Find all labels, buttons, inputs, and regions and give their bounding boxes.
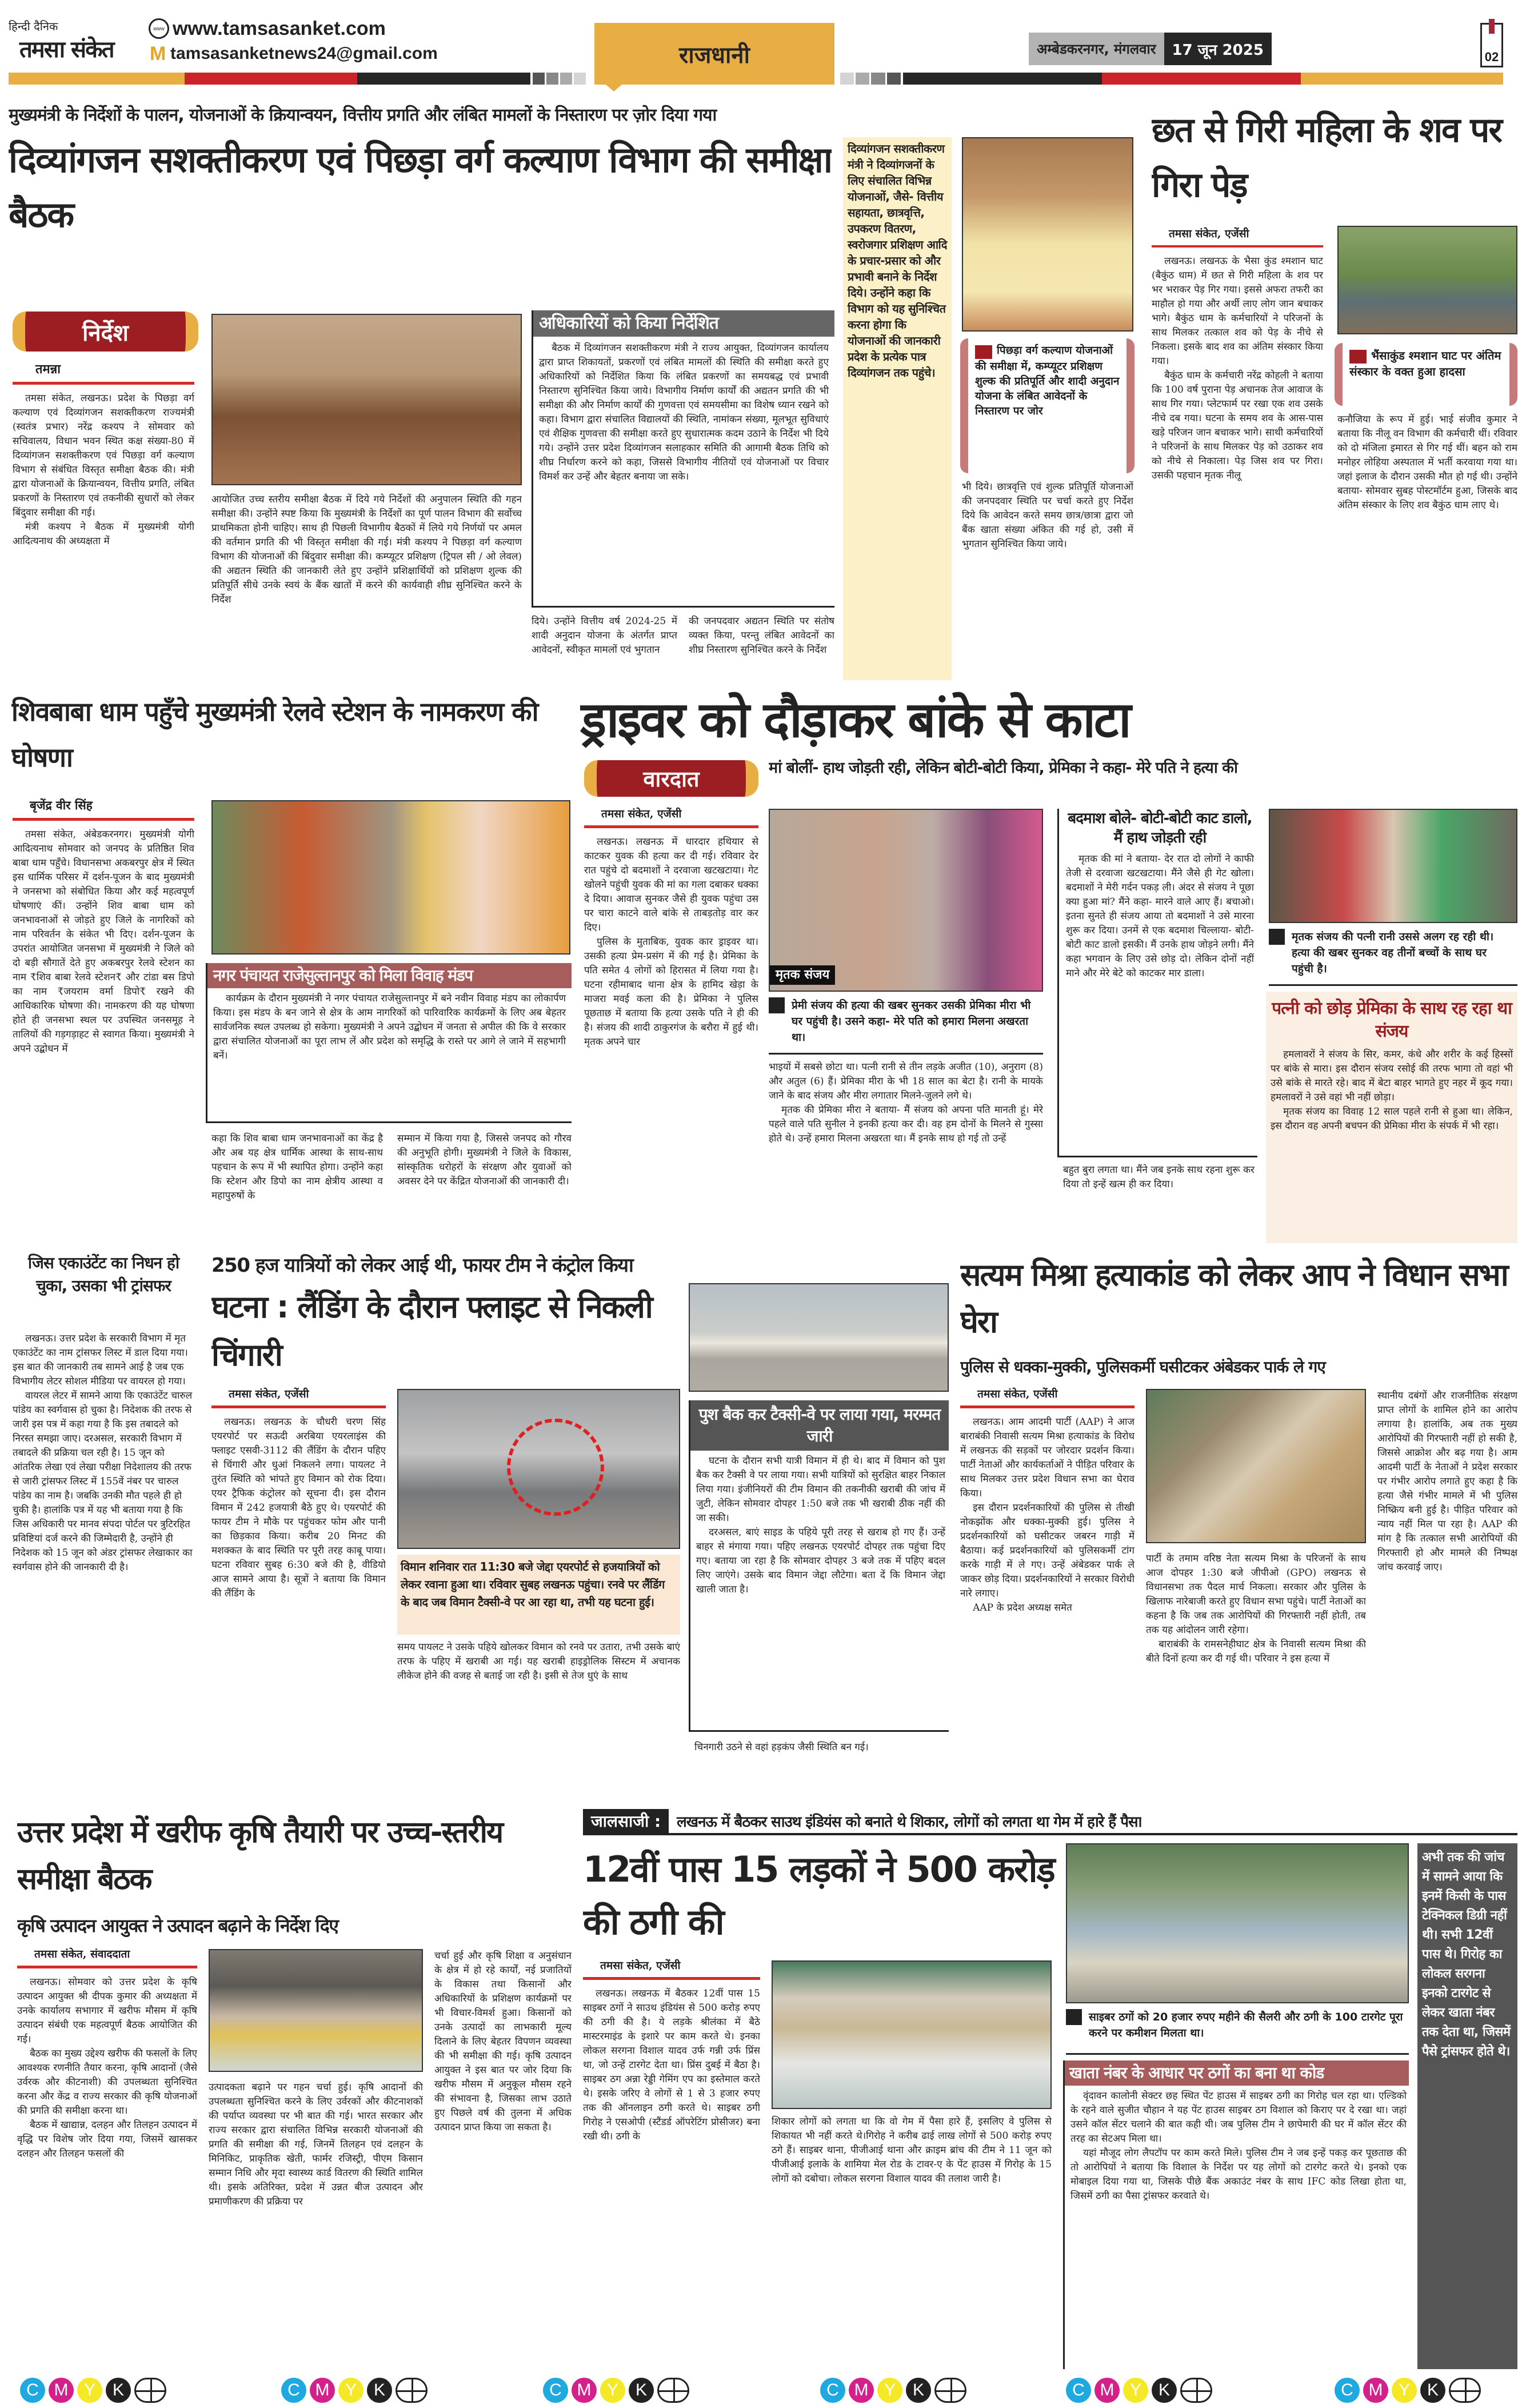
- story7-headline: सत्यम मिश्रा हत्याकांड को लेकर आप ने विधान सभा घेरा: [960, 1257, 1508, 1340]
- story4-box2: [1266, 992, 1517, 1243]
- story6-box-p2: दरअसल, बाएं साइड के पहिये पूरी तरह से खराब हो गए हैं। उन्हें बाहर से मंगाया गया। पहिए लखनऊ एयरपोर्ट दोपहर तक पहुंचा दिए गए। बताया जा रहा है कि सोमवार दोपहर 3 बजे तक में पहिए बदल लिए जाएंगे। उसके बाद विमान जेद्दा लौटेगा। बता दें कि विमान जेद्दा खाली जाता है।: [696, 1527, 945, 1595]
- story7-col1-p1: लखनऊ। आम आदमी पार्टी (AAP) ने आज बाराबंकी निवासी सत्यम मिश्रा हत्याकांड के विरोध में लखनऊ की सड़कों पर जोरदार प्रदर्शन किया। पार्टी नेताओं और कार्यकर्ताओं ने पीड़ित परिवार के साथ मिलकर उत्तर प्रदेश विधान सभा का घेराव किया।: [960, 1416, 1134, 1499]
- registration-mark-icon: [1449, 2378, 1481, 2403]
- story9-caption-text: साइबर ठगों को 20 हजार रुपए महीने की सैलरी और ठगी के 100 टारगेट पूरा करने पर कमीशन मिलता था।: [1089, 2011, 1403, 2039]
- story4-box2-p1: हमलावरों ने संजय के सिर, कमर, कंधे और शरीर के कई हिस्सों पर बांके से मारा। इस दौरान संजय रसोई की तरफ भागा तो वहां भी उसे बांके से मारते रहे। बाद में बेटा बाहर भागते हुए नहर में कूद गया। हमलावरों ने उसे वहां भी नहीं छोड़ा।: [1271, 1049, 1513, 1103]
- globe-icon: www: [149, 18, 169, 39]
- story1-box-title: अधिकारियों को किया निर्देशित: [533, 310, 834, 337]
- story1-headline: दिव्यांगजन सशक्तीकरण एवं पिछड़ा वर्ग कल्याण विभाग की समीक्षा बैठक: [9, 139, 832, 235]
- story4-headline: ड्राइवर को दौड़ाकर बांके से काटा: [580, 692, 1130, 749]
- page-number: 02: [1484, 50, 1499, 64]
- story9-strap-text: लखनऊ में बैठकर साउथ इंडियंस को बनाते थे शिकार, लोगों को लगता था गेम में हारे हैं पैसा: [677, 1814, 1142, 1831]
- story2-highlight-text: भैंसाकुंड श्मशान घाट पर अंतिम संस्कार के वक्त हुआ हादसा: [1349, 349, 1501, 378]
- story6-box: [689, 1400, 949, 1732]
- yellow-dot: Y: [338, 2378, 363, 2403]
- story9-headline: 12वीं पास 15 लड़कों ने 500 करोड़ की ठगी की: [583, 1848, 1054, 1943]
- cyan-dot: C: [1066, 2378, 1091, 2403]
- story1-sidebar-text: दिव्यांगजन सशक्तीकरण मंत्री ने दिव्यांगजनों के लिए संचालित विभिन्न योजनाओं, जैसे- वित्तीय सहायता, छात्रवृत्ति, उपकरण वितरण, स्वरोजगार प्रशिक्षण आदि के प्रचार-प्रसार को और प्रभावी बनाने के निर्देश दिये। उन्होंने कहा कि विभाग को यह सुनिश्चित करना होगा कि योजनाओं की जानकारी प्रदेश के प्रत्येक पात्र दिव्यांगजन तक पहुंचे।: [848, 142, 947, 380]
- registration-mark-icon: [657, 2378, 689, 2403]
- story9-strap-label: जालसाजी :: [583, 1809, 669, 1833]
- issue-date: 17 जून 2025: [1164, 33, 1272, 65]
- story5-p2: वायरल लेटर में सामने आया कि एकाउंटेंट चारुल पांडेय का स्वर्गवास हो चुका है। निदेशक की तरफ से जारी इस पत्र में कहा गया है कि इस तबादले को निरस्त समझा जाए। दरअसल, सरकारी विभाग में तबादले की प्रक्रिया चल रही है। 15 जून को आंतरिक लेखा एवं लेखा परीक्षा निदेशालय की तरफ से जारी ट्रांसफर लिस्ट में 155वें नंबर पर चारुल पांडेय का नाम है। जबकि उनकी मौत पहले ही हो चुकी है। हालांकि पत्र में यह भी बताया गया है कि जिस अधिकारी पर मानव संपदा पोर्टल पर त्रुटिरहित प्रविष्टियां दर्ज करने की जिम्मेदारी है, उन्होंने ही निदेशक को 15 जून को अंडर ट्रांसफर लेखाकार का स्वर्गवास होने की जानकारी दी है।: [13, 1390, 193, 1573]
- story4-box-title: बदमाश बोले- बोटी-बोटी काट डालो, मैं हाथ जोड़ती रही: [1068, 810, 1252, 846]
- story9-photo-arrest: [772, 1960, 1052, 2109]
- story8-col1-p1: लखनऊ। सोमवार को उत्तर प्रदेश के कृषि उत्पादन आयुक्त श्री दीपक कुमार की अध्यक्षता में उनके कार्यालय सभागार में खरीफ मौसम में कृषि उत्पादन संबंधी एक महत्वपूर्ण बैठक आयोजित की गई।: [17, 1976, 197, 2045]
- story4-photo-caption: [769, 997, 1043, 1055]
- story9-col1: [583, 1958, 760, 2369]
- story2-col1-p1: लखनऊ। लखनऊ के भैसा कुंड श्मशान घाट (बैकुंठ धाम) में छत से गिरी महिला के शव पर भर भराकर पेड़ गिर गया। इससे अफरा तफरी का माहौल हो गया और अर्थी लाए लोग जान बचाकर भागे। बैकुंठ धाम के कर्मचारियों ने परिजनों के साथ मिलकर तत्काल शव को पेड़ के नीचे से निकला। इसके बाद शव का अंतिम संस्कार किया गया।: [1152, 255, 1323, 367]
- black-dot: K: [1420, 2378, 1445, 2403]
- registration-mark-icon: [934, 2378, 966, 2403]
- section-tab-pointer: [606, 85, 622, 91]
- caption-square-icon: [1066, 2009, 1082, 2025]
- magenta-dot: M: [49, 2378, 74, 2403]
- story4-col2-p2: मृतक की प्रेमिका मीरा ने बताया- मैं संजय को अपना पति मानती हूं। मेरे पहले वाले पति सुनील ने इनकी हत्या कर दी। वह हम दोनों के मिलने से गुस्सा होते थे। उन्हें हमारा मिलना अखरता था। मैं इनके साथ हो गई तो उन्हें: [769, 1104, 1043, 1144]
- black-dot: K: [906, 2378, 931, 2403]
- story1-tag: [13, 312, 198, 352]
- story2-headline: छत से गिरी महिला के शव पर गिरा पेड़: [1152, 110, 1501, 205]
- story7-subhead: पुलिस से धक्का-मुक्की, पुलिसकर्मी घसीटकर अंबेडकर पार्क ले गए: [960, 1357, 1325, 1376]
- cyan-dot: C: [281, 2378, 306, 2403]
- caption-square-icon: [1269, 929, 1285, 945]
- story5-p1: लखनऊ। उत्तर प्रदेश के सरकारी विभाग में मृत एकाउंटेंट का नाम ट्रांसफर लिस्ट में डाल दिया गया। इस बात की जानकारी तब सामने आई है जब एक विभागीय लेटर सोशल मीडिया पर वायरल हो गया।: [13, 1333, 188, 1387]
- story9-box: [1063, 2060, 1409, 2369]
- story8-col2: उत्पादकता बढ़ाने पर गहन चर्चा हुई। कृषि आदानों की उपलब्धता सुनिश्चित करने के लिए उर्वरकों और कीटनाशकों की पर्याप्त व्यवस्था पर भी बात की गई। भारत सरकार और राज्य सरकार द्वारा संचालित विभिन्न सरकारी योजनाओं की प्रगति की समीक्षा की गई, जिनमें तिलहन एवं दलहन के मिनिकिट, प्राकृतिक खेती, फार्मर रजिस्ट्री, पीएम किसान सम्मान निधि और मृदा स्वास्थ्य कार्ड वितरण की स्थिति शामिल थी। इसके अतिरिक्त, प्रदेश में उन्नत बीज उत्पादन और प्रमाणीकरण की प्रक्रिया पर: [209, 2082, 423, 2207]
- story8-photo-meeting: [209, 1949, 423, 2072]
- story9-col1-text: लखनऊ। लखनऊ में बैठकर 12वीं पास 15 साइबर ठगों ने साउथ इंडियंस से 500 करोड़ रुपए की ठगी की है। ये लड़के श्रीलंका में बैठे मास्टरमाइंड के इशारे पर काम करते थे। इनका लोकल सरगना विशाल यादव उर्फ गन्नी उर्फ प्रिंस था, जो उन्हें टारगेट देता था। प्रिंस दुबई में बैठा है। साइबर ठग अन्ना रेड्डी गेमिंग एप का इस्तेमाल करते थे। इसके जरिए वे लोगों से 1 से 3 हजार रुपए तक की ऑनलाइन ठगी करते थे। साइबर ठगी गिरोह ने एसओपी (स्टैंडर्ड ऑपरेटिंग प्रोसीजर) बना रखी थी। ठगी के: [583, 1988, 760, 2142]
- yellow-dot: Y: [877, 2378, 902, 2403]
- cmyk-marks-5: [1066, 2378, 1212, 2403]
- magenta-dot: M: [849, 2378, 874, 2403]
- location-day: अम्बेडकरनगर, मंगलवार: [1029, 33, 1164, 65]
- story1-box-text: बैठक में दिव्यांगजन सशक्तीकरण मंत्री ने राज्य आयुक्त, दिव्यांगजन कार्यालय द्वारा प्राप्त शिकायतों, प्रकरणों एवं लंबित मामलों की स्थिति की समीक्षा करते हुए अधिकारियों को निर्देशित किया कि लंबित प्रकरणों का समयबद्ध एवं प्रभावी निस्तारण सुनिश्चित किया जाये। विभागीय निर्माण कार्यों की अद्यतन प्रगति की भी समीक्षा की और निर्माण कार्यों की गुणवत्ता एवं समयसीमा का विशेष ध्यान रखने को कहा। विभाग द्वारा संचालित विद्यालयों की स्थिति, नामांकन संख्या, मूलभूत सुविधाएं एवं शैक्षिक गुणवत्ता की समीक्षा करते हुए सुधारात्मक कदम उठाने के निर्देश भी दिये गये। उन्होंने उत्तर प्रदेश दिव्यांगजन सलाहकार समिति की आगामी बैठक तिथि को शीघ्र निर्धारण करने को कहा, जिससे विभागीय नीतियों एवं योजनाओं पर विचार विमर्श कर उन्हें और बेहतर बनाया जा सके।: [539, 342, 829, 482]
- story6-box-p1: घटना के दौरान सभी यात्री विमान में ही थे। बाद में विमान को पुश बैक कर टैक्सी वे पर लाया गया। सभी यात्रियों को सुरक्षित बाहर निकाल लिया गया। इंजीनियरों की टीम विमान की तकनीकी खराबी की जांच में जुटी, लेकिन सोमवार दोपहर 1:50 बजे तक भी खराबी ठीक नहीं की जा सकी।: [696, 1455, 945, 1524]
- story1-col2: आयोजित उच्च स्तरीय समीक्षा बैठक में दिये गये निर्देशों की अनुपालन स्थिति की गहन समीक्षा की। उन्होंने स्पष्ट किया कि मुख्यमंत्री के निर्देशों का पूर्ण पालन विभाग की सर्वोच्च प्राथमिकता होनी चाहिए। साथ ही पिछली विभागीय बैठकों में लिये गये निर्णयों पर अमल की वर्तमान प्रगति की भी विस्तृत समीक्षा की गई। मंत्री कश्यप ने पिछड़ा वर्ग कल्याण विभाग की योजनाओं की बिंदुवार समीक्षा की। कम्प्यूटर प्रशिक्षण (ट्रिपल सी / ओ लेवल) की अद्यतन स्थिति की जानकारी लेते हुए उन्होंने प्रशिक्षार्थियों को प्रशिक्षण शुल्क की प्रतिपूर्ति सीधे उनके स्वयं के बैंक खातों में करने की कार्यवाही शीघ्र सुनिश्चित करने के निर्देश: [211, 494, 522, 605]
- story4-photo-victim: [769, 809, 1043, 992]
- story1-col3: दिये। उन्होंने वित्तीय वर्ष 2024-25 में शादी अनुदान योजना के अंतर्गत प्राप्त आवेदनों, स्वीकृत मामलों एवं भुगतान: [532, 616, 677, 656]
- story4-box2-p2: मृतक संजय का विवाह 12 साल पहले रानी से हुआ था। लेकिन, इस दौरान वह अपनी बचपन की प्रेमिका मीरा के संपर्क में भी रहा।: [1271, 1106, 1513, 1132]
- story6-box-title: पुश बैक कर टैक्सी-वे पर लाया गया, मरम्मत जारी: [690, 1400, 949, 1451]
- page-number-box: [1480, 23, 1503, 67]
- story1-sidebar-quote: [843, 137, 952, 680]
- cyan-dot: C: [20, 2378, 45, 2403]
- story2-col2: कनौजिया के रूप में हुई। भाई संजीव कुमार ने बताया कि नीलू वन विभाग की कर्मचारी थीं। रविवार को दो मंजिला इमारत से गिर गई थीं। बहन को राम मनोहर लोहिया अस्पताल में भर्ती करवाया गया था। जहां इलाज के दौरान उसकी मौत हो गई थी। उन्होंने बताया- सोमवार सुबह पोस्टमॉर्टम हुआ, जिसके बाद अंतिम संस्कार के लिए शव बैकुंठ धाम लाए थे।: [1337, 414, 1517, 511]
- story7-photo-protest: [1146, 1389, 1366, 1543]
- website-link[interactable]: www.tamsasanket.com: [173, 18, 386, 39]
- cyan-dot: C: [543, 2378, 568, 2403]
- story4-photo-label: मृतक संजय: [770, 965, 835, 985]
- story2-photo-tree: [1337, 226, 1517, 334]
- story4-box2-title: पत्नी को छोड़ प्रेमिका के साथ रह रहा था संजय: [1272, 999, 1512, 1041]
- story3-byline: बृजेंद्र वीर सिंह: [13, 797, 194, 821]
- registration-mark-icon: [134, 2378, 166, 2403]
- highlight-circle-icon: [507, 1419, 604, 1516]
- story7-byline: तमसा संकेत, एजेंसी: [960, 1386, 1134, 1408]
- story4-subhead: मां बोलीं- हाथ जोड़ती रही, लेकिन बोटी-बोटी किया, प्रेमिका ने कहा- मेरे पति ने हत्या की: [769, 759, 1237, 777]
- section-tab[interactable]: [594, 23, 834, 85]
- paper-name-logo: तमसा संकेत: [19, 37, 114, 63]
- story2-highlight: [1335, 343, 1517, 406]
- story4-caption2-text: मृतक संजय की पत्नी रानी उससे अलग रह रही थी। हत्या की खबर सुनकर वह तीनों बच्चों के साथ घर पहुंची है।: [1292, 931, 1494, 975]
- story1-col1: [13, 360, 194, 680]
- story4-photo2-caption: [1269, 929, 1517, 986]
- yellow-dot: Y: [600, 2378, 625, 2403]
- story4-col2-p1: भाइयों में सबसे छोटा था। पत्नी रानी से तीन लड़के अजीत (10), अनुराग (8) और अतुल (6) हैं। प्रेमिका मीरा के भी 18 साल का बेटा है। रानी के मायके जाने के बाद संजय और मीरा लगातार मिलने-जुलने लगे थे।: [769, 1061, 1043, 1101]
- cyan-dot: C: [820, 2378, 845, 2403]
- yellow-dot: Y: [77, 2378, 102, 2403]
- story1-byline: तमन्ना: [13, 360, 194, 385]
- story2-col1: [1152, 226, 1323, 680]
- cmyk-marks-1: [20, 2378, 166, 2403]
- story8-byline: तमसा संकेत, संवाददाता: [17, 1946, 197, 1968]
- cyan-dot: C: [1335, 2378, 1360, 2403]
- caption-square-icon: [769, 997, 785, 1013]
- story1-col1-p1: तमसा संकेत, लखनऊ। प्रदेश के पिछड़ा वर्ग कल्याण एवं दिव्यांगजन सशक्तीकरण राज्यमंत्री (स्वतंत्र प्रभार) नरेंद्र कश्यप ने सोमवार को सचिवालय, विधान भवन स्थित कक्ष संख्या-80 में दिव्यांगजन सशक्तीकरण एवं पिछड़ा वर्ग कल्याण विभाग से संबंधित विस्तृत समीक्षा बैठक की। मंत्री द्वारा योजनाओं के क्रियान्वयन, वित्तीय प्रगति, लंबित प्रकरणों के निस्तारण एवं तकनीकी सुधारों को लेकर बिंदुवार समीक्षा की गई।: [13, 393, 194, 518]
- story3-headline: शिवबाबा धाम पहुँचे मुख्यमंत्री रेलवे स्टेशन के नामकरण की घोषणा: [11, 696, 538, 773]
- story7-col1-p3: AAP के प्रदेश अध्यक्ष समेत: [973, 1602, 1072, 1614]
- story6-byline: तमसा संकेत, एजेंसी: [211, 1386, 386, 1408]
- story6-col1-text: लखनऊ। लखनऊ के चौधरी चरण सिंह एयरपोर्ट पर सऊदी अरबिया एयरलाइंस की फ्लाइट एसवी-3112 की लैंडिंग के दौरान पहिए से चिंगारी और धुआं निकलने लगा। पायलट ने तुरंत स्थिति को भांपते हुए विमान को रोक दिया। एयर ट्रैफिक कंट्रोलर को सूचना दी। इस दौरान विमान में 242 हजयात्री बैठे हुए थे। एयरपोर्ट की फायर टीम ने मौके पर पहुंचकर फोम और पानी का छिड़काव किया। करीब 20 मिनट की मशक्कत के बाद स्थिति पर पूरी तरह काबू पाया। घटना रविवार सुबह 6:30 बजे की है, वीडियो आज सामने आया है। सूत्रों ने बताया कि विमान की लैंडिंग के: [211, 1416, 386, 1599]
- story1-col4: की जनपदवार अद्यतन स्थिति पर संतोष व्यक्त किया, परन्तु लंबित आवेदनों का शीघ्र निस्तारण सुनिश्चित करने के निर्देश: [689, 616, 834, 656]
- story7-col3: स्थानीय दबंगों और राजनीतिक संरक्षण प्राप्त लोगों के शामिल होने का आरोप लगाया है। हालांकि, अब तक मुख्य आरोपियों की गिरफ्तारी नहीं हो सकी है, जिससे आक्रोश और बढ़ गया है। आम आदमी पार्टी के नेताओं ने प्रदेश सरकार पर गंभीर आरोप लगाते हुए कहा है कि हत्या जैसे गंभीर मामले में भी पुलिस निष्क्रिय बनी हुई है। पीड़ित परिवार को न्याय नहीं मिल पा रहा है। AAP की मांग है कि तत्काल सभी आरोपियों की गिरफ्तारी हो और मामले की निष्पक्ष जांच करवाई जाए।: [1377, 1390, 1517, 1573]
- cmyk-marks-4: [820, 2378, 966, 2403]
- story4-tag-label: वारदात: [643, 766, 700, 792]
- cmyk-marks-2: [281, 2378, 428, 2403]
- magenta-dot: M: [572, 2378, 597, 2403]
- story4-col3: बहुत बुरा लगता था। मैंने जब इनके साथ रहना शुरू कर दिया तो इन्हें खत्म ही कर दिया।: [1063, 1164, 1255, 1190]
- gmail-icon: M: [150, 43, 166, 65]
- black-dot: K: [106, 2378, 131, 2403]
- yellow-dot: Y: [1123, 2378, 1148, 2403]
- story9-photo-group: [1066, 1843, 1409, 2003]
- black-dot: K: [1152, 2378, 1177, 2403]
- story6-photo-plane: [689, 1283, 949, 1392]
- story6-kicker: 250 हज यात्रियों को लेकर आई थी, फायर टीम ने कंट्रोल किया: [211, 1254, 633, 1277]
- story3-box-title: नगर पंचायत राजेसुल्तानपुर को मिला विवाह मंडप: [207, 963, 572, 988]
- story3-box: [206, 963, 572, 1123]
- story8-subhead: कृषि उत्पादन आयुक्त ने उत्पादन बढ़ाने के निर्देश दिए: [17, 1915, 338, 1936]
- story6-highlight-text: विमान शनिवार रात 11:30 बजे जेद्दा एयरपोर्ट से हजयात्रियों को लेकर रवाना हुआ था। रविवार सुबह लखनऊ पहुंचा। रनवे पर लैंडिंग के बाद जब विमान टैक्सी-वे पर आ रहा था, तभी यह घटना हुई।: [401, 1560, 665, 1609]
- story6-highlight: [397, 1555, 680, 1635]
- story4-col2: [769, 1060, 1043, 1243]
- story4-col1-p2: पुलिस के मुताबिक, युवक कार ड्राइवर था। उसकी हत्या प्रेम-प्रसंग में की गई है। प्रेमिका के पति समेत 4 लोगों को हिरासत में लिया गया है। घटना रहीमाबाद थाना क्षेत्र के हामिद खेड़ा के माजरा मवई कला की है। प्रेमिका ने पुलिस पूछताछ में बताया कि हत्या उसके पति ने ही की है। संजय की शादी ठाकुरगंज के बरौरा में हुई थी। मृतक अपने चार: [584, 936, 758, 1048]
- story6-col1: [211, 1386, 386, 1800]
- story3-col1: [13, 797, 194, 1243]
- cmyk-marks-6: [1335, 2378, 1481, 2403]
- story3-photo-event: [211, 800, 570, 955]
- story7-col1-p2: इस दौरान प्रदर्शनकारियों की पुलिस से तीखी नोकझोंक और धक्का-मुक्की हुई। पुलिस ने प्रदर्शनकारियों को घसीटकर जबरन गाड़ी में बैठाया। कई प्रदर्शनकारियों को पुलिसकर्मी टांग करके गाड़ी में ले गए। उन्हें अंबेडकर पार्क ले जाकर छोड़ दिया। प्रदर्शनकारियों ने सरकार विरोधी नारे लगाए।: [960, 1502, 1134, 1599]
- story3-col2: कहा कि शिव बाबा धाम जनभावनाओं का केंद्र है और अब यह क्षेत्र धार्मिक आस्था के साथ-साथ पहचान के रूप में भी स्थापित होगा। उन्होंने कहा कि स्टेशन और डिपो का नाम क्षेत्रीय आस्था व महापुरुषों के: [211, 1133, 383, 1201]
- story1-photo-meeting: [211, 314, 522, 485]
- black-dot: K: [367, 2378, 392, 2403]
- story9-byline: तमसा संकेत, एजेंसी: [583, 1958, 760, 1980]
- story9-col2: शिकार लोगों को लगता था कि वो गेम में पैसा हारे हैं, इसलिए वे पुलिस से शिकायत भी नहीं करते थे।गिरोह ने करीब ढाई लाख लोगों से 500 करोड़ रुपए ठगे हैं। साइबर थाना, पीजीआई थाना और क्राइम ब्रांच की टीम ने 11 जून को पीजीआई इलाके के शामिया मेल रोड के टावर-ए के पेंट हाउस में गिरोह के 15 लोगों को दबोचा। लोकल सरगना विशाल यादव की तलाश जारी है।: [772, 2116, 1052, 2185]
- story7-col2-p2: बाराबंकी के रामसनेहीघाट क्षेत्र के निवासी सत्यम मिश्रा की बीते दिनों हत्या कर दी गई थी। परिवार ने इस हत्या में: [1146, 1639, 1366, 1664]
- story6-photo-wheel: [397, 1389, 680, 1549]
- magenta-dot: M: [1363, 2378, 1388, 2403]
- date-box: [1029, 33, 1272, 65]
- story3-col1-text: तमसा संकेत, अंबेडकरनगर। मुख्यमंत्री योगी आदित्यनाथ सोमवार को जनपद के प्रतिष्ठित शिव बाबा धाम पहुँचे। विधानसभा अकबरपुर क्षेत्र में स्थित इस धार्मिक परिसर में दर्शन-पूजन के बाद मुख्यमंत्री ने जनसभा को संबोधित किया और कई महत्वपूर्ण घोषणाएं कीं। उन्होंने शिव बाबा धाम को जनभावनाओं से जोड़ते हुए जिले के नागरिकों को नाम परिवर्तन के संकेत भी दिए। दर्शन-पूजन के उपरांत आयोजित जनसभा में मुख्यमंत्री ने जिले को दो बड़ी सौगातें देते हुए अकबरपुर रेलवे स्टेशन का नाम ₹शिव बाबा रेलवे स्टेशन₹ और टांडा बस डिपो का नाम ₹जयराम वर्मा डिपो₹ रखने की आधिकारिक घोषणा की। नामकरण की यह घोषणा होते ही जनसभा स्थल पर उपस्थित जनसमूह ने तालियों की गड़गड़ाहट से स्वागत किया। मुख्यमंत्री ने अपने उद्बोधन में: [13, 829, 194, 1055]
- story1-tag-label: निर्देश: [82, 320, 129, 346]
- story8-col1-p2: बैठक का मुख्य उद्देश्य खरीफ की फसलों के लिए आवश्यक रणनीति तैयार करना, कृषि आदानों (जैसे उर्वरक और कीटनाशी) की उपलब्धता सुनिश्चित करना और केंद्र व राज्य सरकार की कृषि योजनाओं की प्रगति की समीक्षा करना था।: [17, 2048, 197, 2117]
- story1-highlight-text: पिछड़ा वर्ग कल्याण योजनाओं की समीक्षा में, कम्प्यूटर प्रशिक्षण शुल्क की प्रतिपूर्ति और शादी अनुदान योजना के लंबित आवेदनों के निस्तारण पर जोर: [975, 344, 1120, 417]
- story7-col1: [960, 1386, 1134, 1800]
- story5-text: [13, 1332, 194, 1800]
- black-dot: K: [629, 2378, 654, 2403]
- story1-photo-minister: [962, 137, 1133, 332]
- story4-photo-family: [1269, 809, 1517, 923]
- story4-col1-p1: लखनऊ। लखनऊ में धारदार हथियार से काटकर युवक की हत्या कर दी गई। रविवार देर रात पहुंचे दो बदमाशों ने दरवाजा खटखटाया। गेट खोलने पहुंची युवक की मां का गला दबाकर धक्का दे दिया। आवाज सुनकर जैसे ही युवक पहुंचा उस पर चारा काटने वाले बांके से ताबड़तोड़ वार कर दिए।: [584, 836, 758, 933]
- masthead-stripe-left: [9, 73, 586, 85]
- story1-box: [532, 310, 834, 608]
- story8-col1: [17, 1946, 197, 2369]
- story2-col1-p2: बैकुंठ धाम के कर्मचारी नरेंद्र कोहली ने बताया कि 100 वर्ष पुराना पेड़ अचानक तेज आवाज के साथ गिर गया। प्लेटफार्म पर रखा एक शव उसके नीचे दब गया। घटना के समय शव के आस-पास खड़े परिजन जान बचाकर भागे। साथी कर्मचारियों ने परिजनों के साथ मिलकर पेड़ को उठाकर शव को नीचे से निकाला। पेड़ जिस शव पर गिरा। उसकी पहचान मृतक नीलू: [1152, 370, 1323, 481]
- story1-col1-p2: मंत्री कश्यप ने बैठक में मुख्यमंत्री योगी आदित्यनाथ की अध्यक्षता में: [13, 521, 194, 547]
- magenta-dot: M: [1094, 2378, 1120, 2403]
- story4-box-text: मृतक की मां ने बताया- देर रात दो लोगों ने काफी तेजी से दरवाजा खटखटाया। मैंने जैसे ही गेट खोला। बदमाशों ने मेरी गर्दन पकड़ ली। अंदर से संजय ने पूछा क्या हुआ मां? मैंने कहा- मारने वाले आए हैं। बचाओ। इतना सुनते ही संजय आया तो बदमाशों ने उसे मारना शुरू कर दिया। उनमें से एक बदमाश चिल्लाया- बोटी-बोटी काट डालो इसकी। मैं उनके हाथ जोड़ने लगी। मैंने कहा भगवान के लिए उसे छोड़ दो। लेकिन दोनों नहीं माने और मेरे बेटे को काटकर मार डाला।: [1066, 853, 1254, 979]
- story9-box-p2: यहां मौजूद लोग लैपटॉप पर काम करते मिले। पुलिस टीम ने जब इन्हें पकड़ कर पूछताछ की तो आरोपियों ने बताया कि विशाल के निर्देश पर यह लोगों को टारगेट करते थे। इनको एक मोबाइल दिया गया था, जिसके पीछे बैंक अकाउंट नंबर के साथ IFC कोड लिखा होता था, जिसमें ठगी का पैसा ट्रांसफर करवाते थे।: [1070, 2147, 1407, 2202]
- story8-headline: उत्तर प्रदेश में खरीफ कृषि तैयारी पर उच्च-स्तरीय समीक्षा बैठक: [17, 1815, 503, 1896]
- story3-box-text: कार्यक्रम के दौरान मुख्यमंत्री ने नगर पंचायत राजेसुल्तानपुर में बने नवीन विवाह मंडप का लोकार्पण किया। इस मंडप के बन जाने से क्षेत्र के आम नागरिकों को पारिवारिक कार्यक्रमों के लिए अब बेहतर सार्वजनिक स्थल उपलब्ध हो सकेगा। मुख्यमंत्री ने अपने उद्बोधन में जनता से अपील की कि वे सरकार द्वारा संचालित योजनाओं का पूरा लाभ लें और प्रदेश को समृद्धि के रास्ते पर आगे ले जाने में सहभागी बनें।: [213, 993, 566, 1061]
- story7-col2: [1146, 1552, 1366, 1800]
- story7-col2-p1: पार्टी के तमाम वरिष्ठ नेता सत्यम मिश्रा के परिजनों के साथ आज दोपहर 1:30 बजे जीपीओ (GPO) लखनऊ से विधानसभा तक पैदल मार्च निकला। सरकार और पुलिस के खिलाफ नारेबाजी करते हुए विधान सभा पहुंचे। पार्टी नेताओं का कहना है कि जब तक आरोपियों की गिरफ्तारी नहीं होती, तब तक यह आंदोलन जारी रहेगा।: [1146, 1553, 1366, 1636]
- masthead-tagline: हिन्दी दैनिक: [9, 19, 58, 33]
- story6-headline: घटना : लैंडिंग के दौरान फ्लाइट से निकली चिंगारी: [211, 1289, 652, 1373]
- story4-col1: [584, 806, 758, 1243]
- yellow-dot: Y: [1392, 2378, 1417, 2403]
- story6-col2: समय पायलट ने उसके पहिये खोलकर विमान को रनवे पर उतारा, तभी उसके बाएं तरफ के पहिए में खराबी आ गई। यह खराबी हाइड्रोलिक सिस्टम में अचानक लीकेज होने की वजह से बताई जा रही है। इसी से तेज धुएं के साथ: [397, 1642, 680, 1682]
- story3-col3: सम्मान में किया गया है, जिससे जनपद को गौरव की अनुभूति होगी। मुख्यमंत्री ने जिले के विकास, सांस्कृतिक धरोहरों के संरक्षण और युवाओं को अवसर देने पर केंद्रित योजनाओं की जानकारी दी।: [397, 1133, 572, 1187]
- story6-col3: चिनगारी उठने से वहां हड़कंप जैसी स्थिति बन गई।: [694, 1742, 869, 1753]
- section-name: राजधानी: [679, 42, 750, 69]
- bookmark-icon: [1489, 19, 1495, 34]
- story1-highlight: [960, 338, 1134, 473]
- story8-col1-p3: बैठक में खाद्यान्न, दलहन और तिलहन उत्पादन में वृद्धि पर विशेष जोर दिया गया, जिसमें खासकर दलहन और तिलहन फसलों की: [17, 2119, 197, 2159]
- masthead-stripe-right: [840, 73, 1503, 85]
- story4-tag: [584, 760, 758, 797]
- email-link[interactable]: tamsasanketnews24@gmail.com: [170, 44, 438, 63]
- story1-kicker: मुख्यमंत्री के निर्देशों के पालन, योजनाओं के क्रियान्वयन, वित्तीय प्रगति और लंबित मामलों के निस्तारण पर ज़ोर दिया गया: [9, 105, 717, 125]
- story8-col3: चर्चा हुई और कृषि शिक्षा व अनुसंधान के क्षेत्र में हो रहे कार्यों, नई प्रजातियों के विकास तथा किसानों और अधिकारियों के प्रशिक्षण कार्यक्रमों पर भी विचार-विमर्श हुआ। किसानों को उनके उत्पादों का लाभकारी मूल्य दिलाने के लिए बेहतर विपणन व्यवस्था की भी समीक्षा की गई। कृषि उत्पादन आयुक्त ने इस बात पर जोर दिया कि खरीफ मौसम में अनुकूल मौसम रहने की संभावना है, जिसका लाभ उठाते हुए पिछले वर्ष की तुलना में अधिक उत्पादन प्राप्त किया जा सकता है।: [434, 1950, 572, 2133]
- bullet-square-icon: [1349, 350, 1367, 364]
- story9-sidebar-text: अभी तक की जांच में सामने आया कि इनमें किसी के पास टेक्निकल डिग्री नहीं थी। सभी 12वीं पास थे। गिरोह का लोकल सरगना इनको टारगेट से लेकर खाता नंबर तक देता था, जिसमें पैसे ट्रांसफर होते थे।: [1422, 1850, 1511, 2059]
- story9-sidebar: [1417, 1843, 1517, 2369]
- masthead: [0, 0, 1530, 91]
- story5-headline: जिस एकाउंटेंट का निधन हो चुका, उसका भी ट्रांसफर: [27, 1253, 179, 1295]
- story9-photo-caption: [1066, 2009, 1409, 2055]
- story4-box: [1057, 809, 1257, 1157]
- cmyk-marks-3: [543, 2378, 689, 2403]
- story9-strap: [583, 1809, 1517, 1835]
- registration-mark-icon: [1180, 2378, 1212, 2403]
- registration-mark-icon: [396, 2378, 428, 2403]
- magenta-dot: M: [310, 2378, 335, 2403]
- story4-caption-text: प्रेमी संजय की हत्या की खबर सुनकर उसकी प्रेमिका मीरा भी घर पहुंची है। उसने कहा- मेरे पति को हमारा मिलना अखरता था।: [792, 999, 1031, 1044]
- story4-byline: तमसा संकेत, एजेंसी: [584, 806, 758, 828]
- story9-box-p1: वृंदावन कालोनी सेक्टर छह स्थित पेंट हाउस में साइबर ठगी का गिरोह चल रहा था। एल्डिको के रहने वाले सुजीत चौहान ने यह पेंट हाउस साइबर ठग विशाल को किराए पर दे रखा था। जहां उसने कॉल सेंटर चलाने की बात कही थी। जब पुलिस टीम ने छापेमारी की घर में कॉल सेंटर की तरह का सेटअप मिला था।: [1070, 2090, 1407, 2145]
- story9-box-title: खाता नंबर के आधार पर ठगों का बना था कोड: [1065, 2060, 1409, 2086]
- bullet-square-icon: [975, 345, 992, 359]
- story2-byline: तमसा संकेत, एजेंसी: [1152, 226, 1323, 247]
- story1-col5: भी दिये। छात्रवृत्ति एवं शुल्क प्रतिपूर्ति योजनाओं की जनपदवार स्थिति पर चर्चा करते हुए निर्देश दिये कि आवेदन करते समय छात्र/छात्रा द्वारा जो बैंक खाता संख्या अंकित की गई हो, उसी में भुगतान सुनिश्चित किया जाये।: [962, 481, 1133, 550]
